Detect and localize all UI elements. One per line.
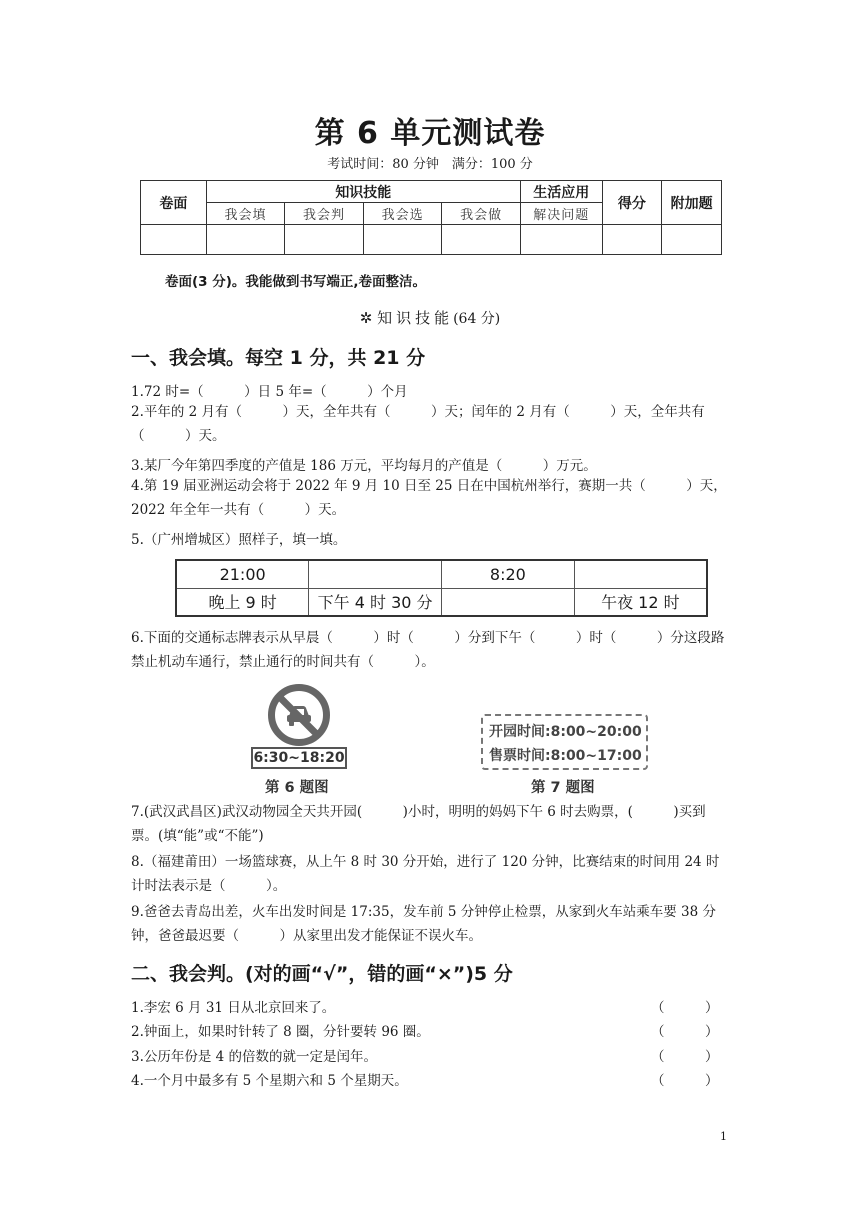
score-cell[interactable] xyxy=(206,225,285,255)
figure-7-caption: 第 7 题图 xyxy=(531,780,595,796)
time-cell: 晚上 9 时 xyxy=(176,588,309,616)
sub-header: 我会选 xyxy=(363,203,442,225)
score-cell[interactable] xyxy=(285,225,364,255)
sub-header: 我会判 xyxy=(285,203,364,225)
score-table xyxy=(140,180,722,255)
zoo-ticket-hours: 售票时间:8:00~17:00 xyxy=(489,748,642,764)
sign-time-label: 6:30~18:20 xyxy=(251,747,347,769)
question-2: 2.平年的 2 月有（ ）天，全年共有（ ）天；闰年的 2 月有（ ）天，全年共有（ ）天。 xyxy=(131,404,705,444)
question-5: 5.（广州增城区）照样子，填一填。 xyxy=(131,532,347,548)
zoo-hours-sign xyxy=(481,714,648,770)
judge-item xyxy=(131,1045,721,1065)
question-3: 3.某厂今年第四季度的产值是 186 万元，平均每月的产值是（ ）万元。 xyxy=(131,458,597,474)
answer-bracket[interactable]: （ ） xyxy=(651,1000,719,1016)
score-cell[interactable] xyxy=(520,225,602,255)
judge-text: 3.公历年份是 4 的倍数的就一定是闰年。 xyxy=(131,1049,378,1065)
time-cell-blank[interactable] xyxy=(442,588,575,616)
prohibition-slash xyxy=(277,695,322,740)
judge-item xyxy=(131,996,721,1016)
header-juanmian: 卷面 xyxy=(141,181,207,225)
exam-info: 考试时间：80 分钟 满分：100 分 xyxy=(327,157,533,172)
judge-item xyxy=(131,1020,721,1040)
judge-item xyxy=(131,1069,721,1089)
score-cell[interactable] xyxy=(602,225,662,255)
zoo-open-hours: 开园时间:8:00~20:00 xyxy=(489,724,642,740)
question-4: 4.第 19 届亚洲运动会将于 2022 年 9 月 10 日至 25 日在中国杭州举行，赛期一共（ ）天，2022 年全年一共有（ ）天。 xyxy=(131,478,727,518)
neatness-note: 卷面(3 分)。我能做到书写端正,卷面整洁。 xyxy=(165,274,427,290)
header-zhishi: 知识技能 xyxy=(206,181,520,203)
sub-header: 我会做 xyxy=(442,203,521,225)
section-header xyxy=(0,307,860,328)
time-cell: 21:00 xyxy=(176,560,309,588)
star-icon: ✲ xyxy=(359,309,373,327)
judge-text: 2.钟面上，如果时针转了 8 圈，分针要转 96 圈。 xyxy=(131,1024,430,1040)
answer-bracket[interactable]: （ ） xyxy=(651,1049,719,1065)
time-cell: 下午 4 时 30 分 xyxy=(309,588,442,616)
score-cell[interactable] xyxy=(662,225,722,255)
time-cell-blank[interactable] xyxy=(309,560,442,588)
question-7: 7.(武汉武昌区)武汉动物园全天共开园( )小时，明明的妈妈下午 6 时去购票，( )买到票。(填“能”或“不能”) xyxy=(131,804,706,844)
score-cell[interactable] xyxy=(363,225,442,255)
header-defen: 得分 xyxy=(602,181,662,225)
question-8: 8.（福建莆田）一场篮球赛，从上午 8 时 30 分开始，进行了 120 分钟，比赛结束的时间用 24 时计时法表示是（ ）。 xyxy=(131,854,720,894)
question-6: 6.下面的交通标志牌表示从早晨（ ）时（ ）分到下午（ ）时（ ）分这段路禁止机动车通行，禁止通行的时间共有（ ）。 xyxy=(131,630,725,670)
time-cell: 8:20 xyxy=(442,560,575,588)
sub-header: 我会填 xyxy=(206,203,285,225)
time-cell-blank[interactable] xyxy=(574,560,707,588)
header-shenghuo: 生活应用 xyxy=(520,181,602,203)
sub-header: 解决问题 xyxy=(520,203,602,225)
answer-bracket[interactable]: （ ） xyxy=(651,1073,719,1089)
answer-bracket[interactable]: （ ） xyxy=(651,1024,719,1040)
part2-heading: 二、我会判。(对的画“√”，错的画“×”)5 分 xyxy=(131,963,513,985)
page-number: 1 xyxy=(720,1130,727,1143)
part1-heading: 一、我会填。每空 1 分，共 21 分 xyxy=(131,347,426,369)
figure-6-caption: 第 6 题图 xyxy=(265,780,329,796)
score-cell[interactable] xyxy=(141,225,207,255)
score-cell[interactable] xyxy=(442,225,521,255)
question-9: 9.爸爸去青岛出差，火车出发时间是 17:35，发车前 5 分钟停止检票，从家到火车站乘车要 38 分钟，爸爸最迟要（ ）从家里出发才能保证不误火车。 xyxy=(131,904,717,944)
no-vehicles-sign-icon xyxy=(268,684,330,746)
section-points: (64 分) xyxy=(453,311,501,327)
judge-text: 1.李宏 6 月 31 日从北京回来了。 xyxy=(131,1000,336,1016)
time-table xyxy=(175,559,708,617)
question-1: 1.72 时=（ ）日 5 年=（ ）个月 xyxy=(131,384,408,400)
judge-text: 4.一个月中最多有 5 个星期六和 5 个星期天。 xyxy=(131,1073,408,1089)
section-name: 知识技能 xyxy=(377,309,454,327)
time-cell: 午夜 12 时 xyxy=(574,588,707,616)
header-fujia: 附加题 xyxy=(662,181,722,225)
page-title: 第 6 单元测试卷 xyxy=(314,116,546,151)
